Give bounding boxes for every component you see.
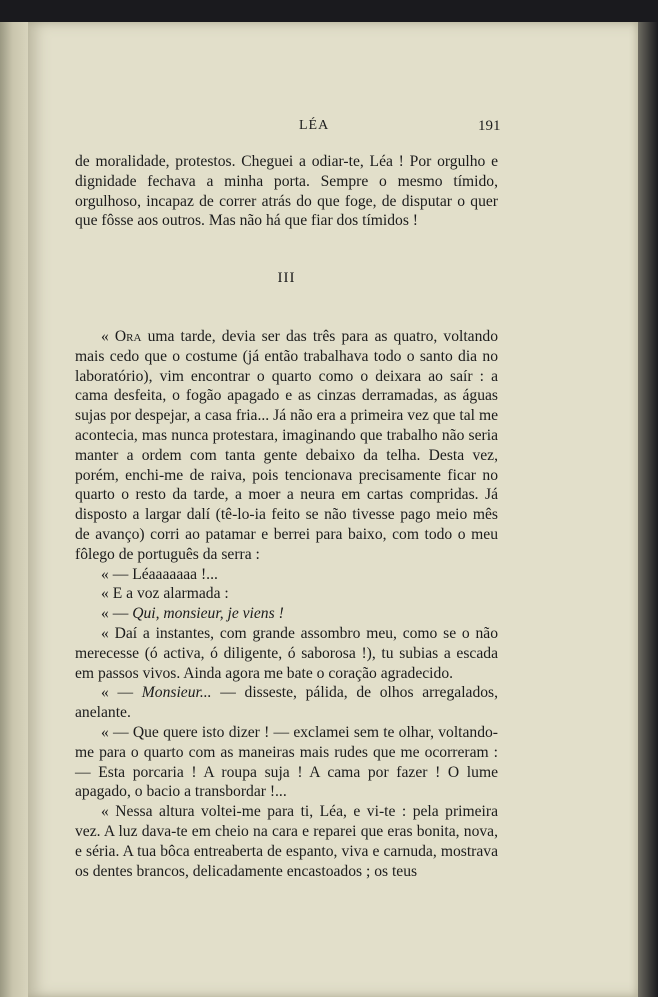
- paragraph: « — Léaaaaaaa !...: [101, 565, 218, 583]
- paragraph: de moralidade, protestos. Cheguei a odiar-te, Léa ! Por orgulho e dignidade fechava a minha porta. Sempre o mesmo tímido, orgulhoso, incapaz de correr atrás do que foge, de disputar o quer que fôsse aos outros. Mas não há que fiar dos tímidos !: [75, 153, 498, 230]
- paragraph: [75, 604, 498, 624]
- chapter-heading: III: [277, 270, 296, 287]
- page-header: [28, 118, 638, 138]
- italic-text: Monsieur...: [141, 684, 212, 702]
- book-spine: [0, 22, 28, 997]
- paragraph-text: — disseste, pálida, de olhos arregalados, anelante.: [75, 684, 499, 722]
- paragraph: « — Que quere isto dizer ! — exclamei sem te olhar, voltando-me para o quarto com as maneiras mais rudes que me ocorreram : — Esta porcaria ! A roupa suja ! A cama por fazer ! O lume apagado, o bacio a transbordar !...: [75, 723, 498, 801]
- paragraph: « Daí a instantes, com grande assombro meu, como se o não merecesse (ó activa, ó diligente, ó saborosa !), tu subias a escada em passos vivos. Ainda agora me bate o coração agradecido.: [75, 624, 498, 682]
- body-text: [75, 152, 498, 881]
- paragraph-text: uma tarde, devia ser das três para as quatro, voltando mais cedo que o costume (já então trabalhava todo o santo dia no laboratório), vim encontrar o quarto como o deixara ao saír : a cama desfeita, o fogão apagado e as cinzas derramadas, as águas sujas por despejar, a casa fria... Já não era a primeira vez que tal me acontecia, mas nunca protestara, imaginando que trabalho não seria manter a ordem com tanta gente debaixo da telha. Desta vez, porém, enchi-me de raiva, pois tencionava precisamente ficar no quarto o resto da tarde, a moer a neura em cartas compridas. Já disposto a largar dalí (tê-lo-ia feito se não tivesse pago meio mês de avanço) corri ao patamar e berrei para baixo, com todo o meu fôlego de português da serra :: [75, 327, 498, 563]
- quote-mark: «: [101, 327, 115, 345]
- paragraph: [75, 683, 498, 723]
- quote-mark: « —: [101, 605, 133, 623]
- italic-text: Qui, monsieur, je viens !: [132, 605, 284, 623]
- page-number: 191: [478, 118, 501, 134]
- small-caps-opening: Ora: [114, 327, 142, 345]
- paragraph: « Nessa altura voltei-me para ti, Léa, e vi-te : pela primeira vez. A luz dava-te em cheio na cara e reparei que eras bonita, nova, e séria. A tua bôca entreaberta de espanto, viva e carnuda, mostrava os dentes brancos, delicadamente encastoados ; os teus: [75, 803, 498, 880]
- paragraph: [75, 327, 498, 565]
- paragraph: « E a voz alarmada :: [101, 585, 229, 603]
- quote-mark: « —: [101, 684, 142, 702]
- page-edge: [638, 22, 658, 997]
- running-title: LÉA: [299, 118, 330, 133]
